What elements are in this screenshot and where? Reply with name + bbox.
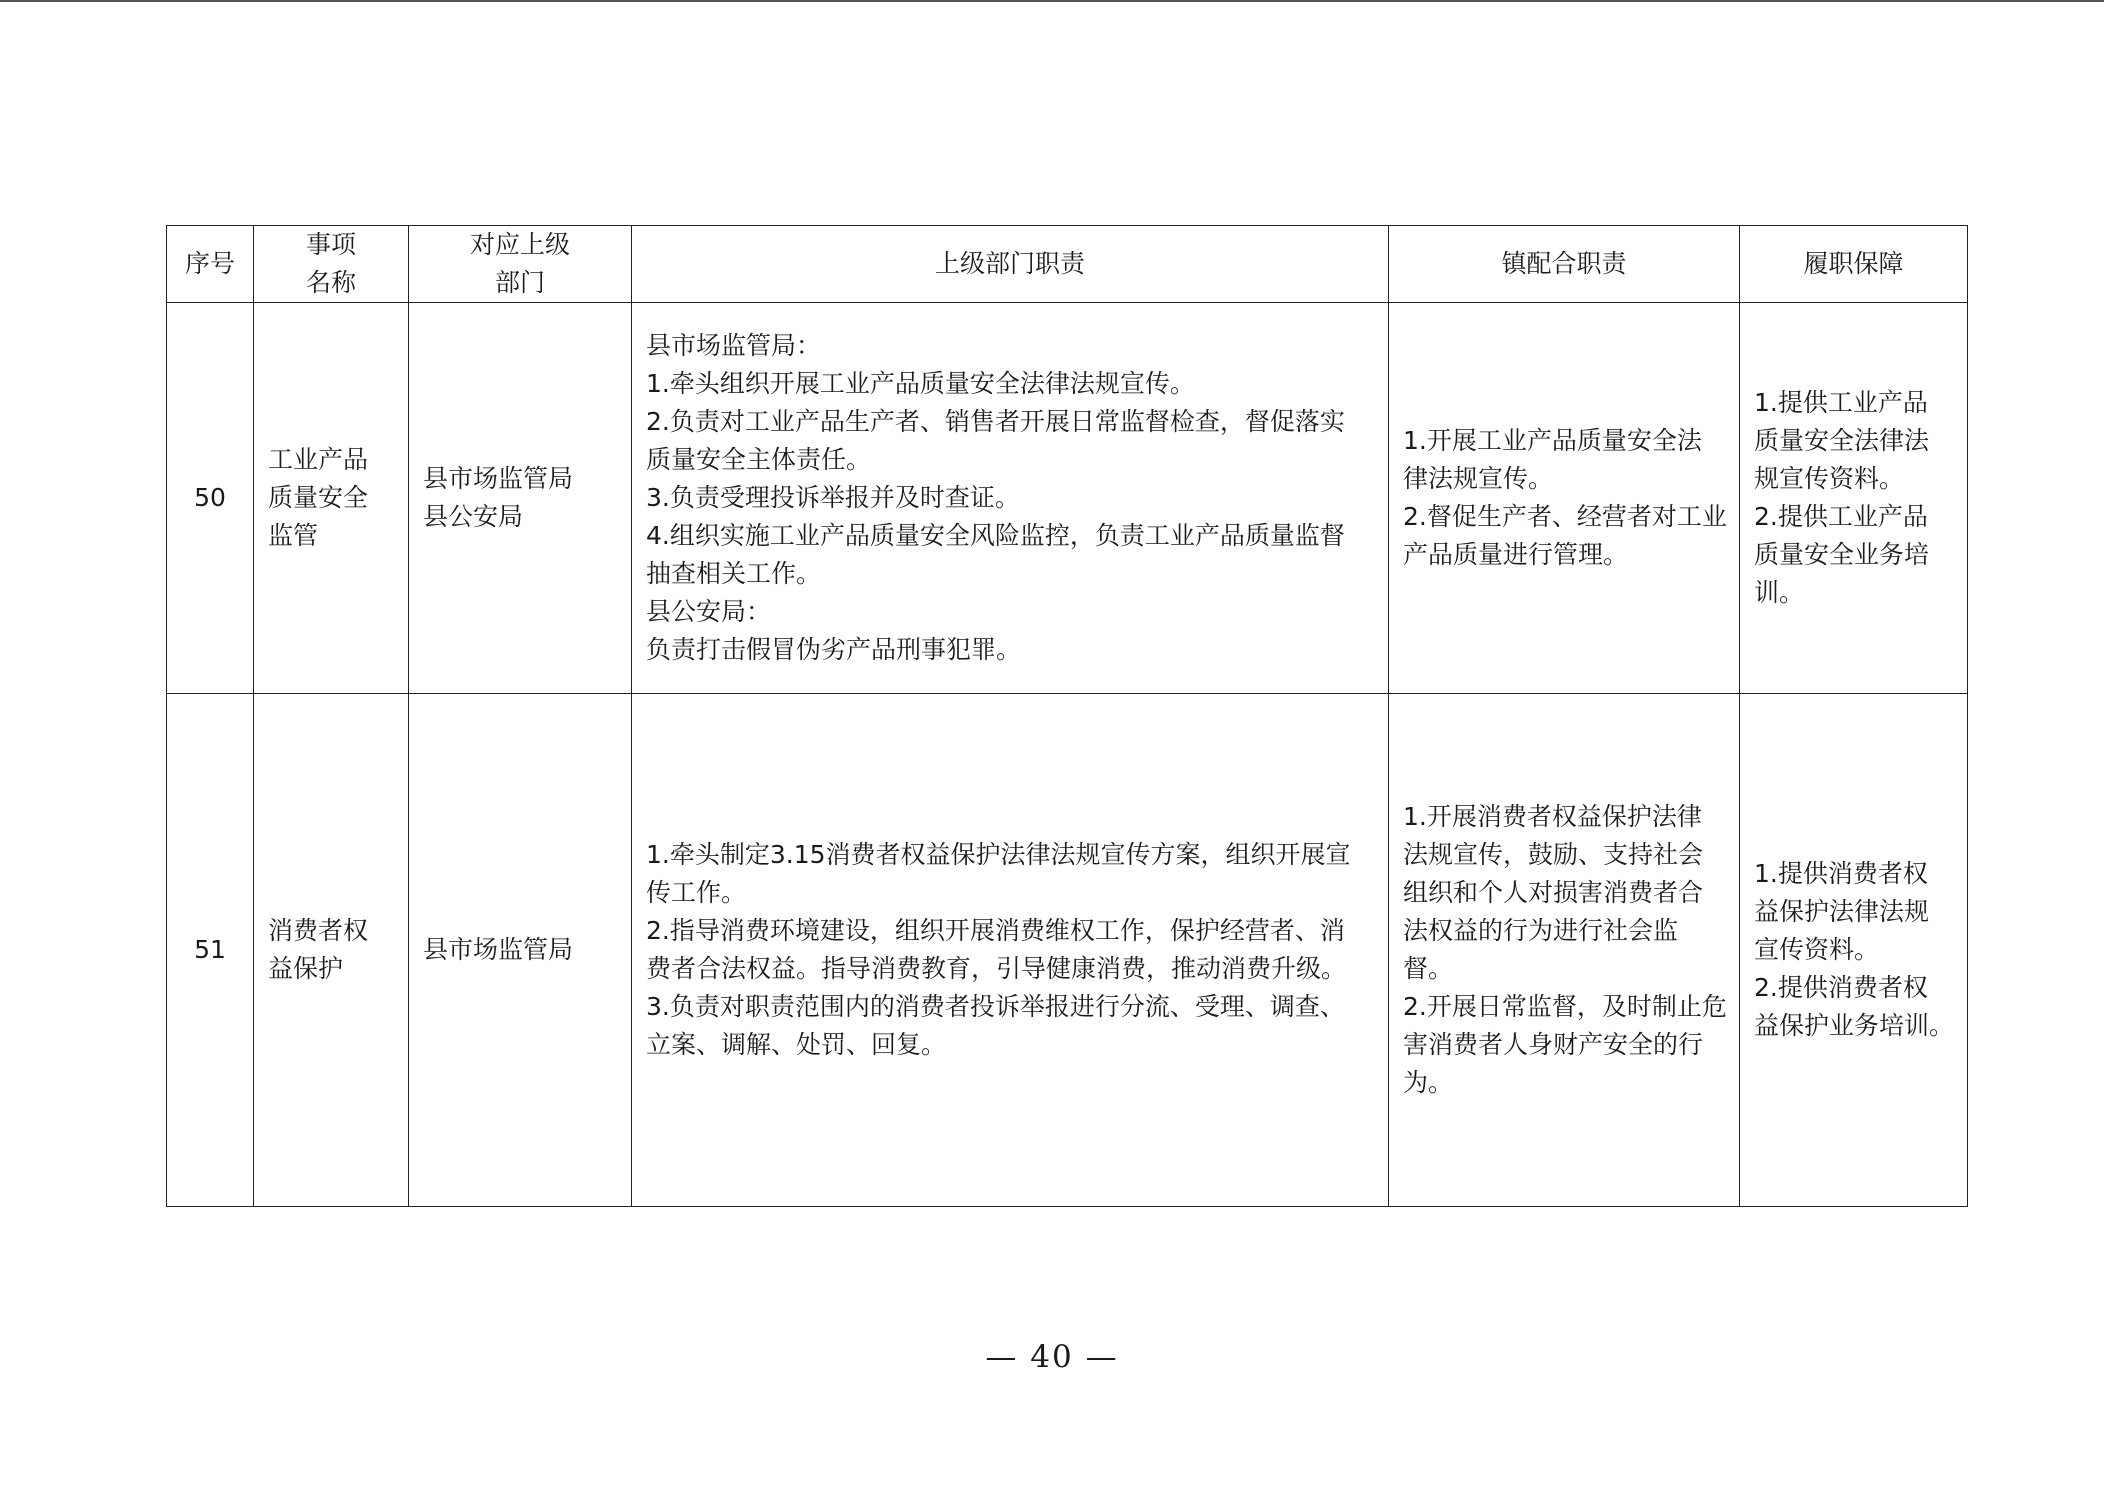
text-line: 益保护 [268,954,344,983]
text-line: 2.提供消费者权 [1754,973,1928,1002]
table-header-row [167,226,1968,303]
text-line: 费者合法权益。指导消费教育，引导健康消费，推动消费升级。 [646,954,1347,983]
text-line: 1.开展工业产品质量安全法 [1403,426,1702,455]
text-line: 法规宣传，鼓励、支持社会 [1403,840,1704,869]
text-line: 组织和个人对损害消费者合 [1403,878,1704,907]
text-line: 质量安全 [268,483,369,512]
text-line: 2.开展日常监督，及时制止危 [1403,992,1727,1021]
text-line: 抽查相关工作。 [646,559,822,588]
text-line: 律法规宣传。 [1403,464,1554,493]
text-line: 3.负责受理投诉举报并及时查证。 [646,483,1020,512]
header-item-name-line1: 事项 [305,230,356,259]
row-town-duty [1389,694,1740,1207]
text-line: 质量安全业务培 [1754,540,1930,569]
table-row [167,303,1968,694]
header-guarantee: 履职保障 [1740,226,1968,303]
text-line: 县公安局 [423,502,524,531]
text-line: 县市场监管局 [423,464,574,493]
text-line: 传工作。 [646,878,747,907]
header-superior-dept-line1: 对应上级 [469,230,570,259]
text-line: 负责打击假冒伪劣产品刑事犯罪。 [646,635,1022,664]
text-line: 消费者权 [268,916,369,945]
row-town-duty [1389,303,1740,694]
header-item-name-line2: 名称 [305,268,356,297]
text-line: 立案、调解、处罚、回复。 [646,1030,947,1059]
text-line: 1.提供消费者权 [1754,859,1928,888]
table-row [167,694,1968,1207]
row-num: 50 [167,303,254,694]
text-line: 为。 [1403,1068,1454,1097]
text-line: 益保护业务培训。 [1754,1011,1955,1040]
text-line: 规宣传资料。 [1754,464,1905,493]
row-superior-dept [409,303,632,694]
text-line: 4.组织实施工业产品质量安全风险监控，负责工业产品质量监督 [646,521,1345,550]
row-item-name [254,303,409,694]
row-item-name [254,694,409,1207]
text-line: 县公安局： [646,597,772,626]
header-superior-duty: 上级部门职责 [632,226,1389,303]
header-item-name [254,226,409,303]
text-line: 县市场监管局 [423,935,574,964]
page-top-rule [0,0,2104,2]
text-line: 工业产品 [268,445,369,474]
text-line: 1.开展消费者权益保护法律 [1403,802,1702,831]
text-line: 产品质量进行管理。 [1403,540,1629,569]
row-guarantee [1740,694,1968,1207]
text-line: 训。 [1754,578,1805,607]
duty-table [166,225,1968,1207]
text-line: 法权益的行为进行社会监 [1403,916,1679,945]
text-line: 3.负责对职责范围内的消费者投诉举报进行分流、受理、调查、 [646,992,1345,1021]
header-superior-dept-line2: 部门 [494,268,545,297]
text-line: 1.牵头制定3.15消费者权益保护法律法规宣传方案，组织开展宣 [646,840,1351,869]
text-line: 2.负责对工业产品生产者、销售者开展日常监督检查，督促落实 [646,407,1345,436]
row-superior-duty [632,303,1389,694]
text-line: 2.督促生产者、经营者对工业 [1403,502,1727,531]
text-line: 质量安全法律法 [1754,426,1930,455]
page-number: — 40 — [985,1339,1119,1375]
text-line: 县市场监管局： [646,331,822,360]
text-line: 害消费者人身财产安全的行 [1403,1030,1704,1059]
row-num: 51 [167,694,254,1207]
text-line: 益保护法律法规 [1754,897,1930,926]
header-superior-dept [409,226,632,303]
text-line: 宣传资料。 [1754,935,1880,964]
text-line: 1.提供工业产品 [1754,388,1928,417]
text-line: 2.提供工业产品 [1754,502,1928,531]
text-line: 监管 [268,521,319,550]
header-num: 序号 [167,226,254,303]
row-superior-duty [632,694,1389,1207]
header-town-duty: 镇配合职责 [1389,226,1740,303]
row-guarantee [1740,303,1968,694]
text-line: 1.牵头组织开展工业产品质量安全法律法规宣传。 [646,369,1195,398]
text-line: 2.指导消费环境建设，组织开展消费维权工作，保护经营者、消 [646,916,1345,945]
text-line: 督。 [1403,954,1454,983]
row-superior-dept [409,694,632,1207]
text-line: 质量安全主体责任。 [646,445,872,474]
